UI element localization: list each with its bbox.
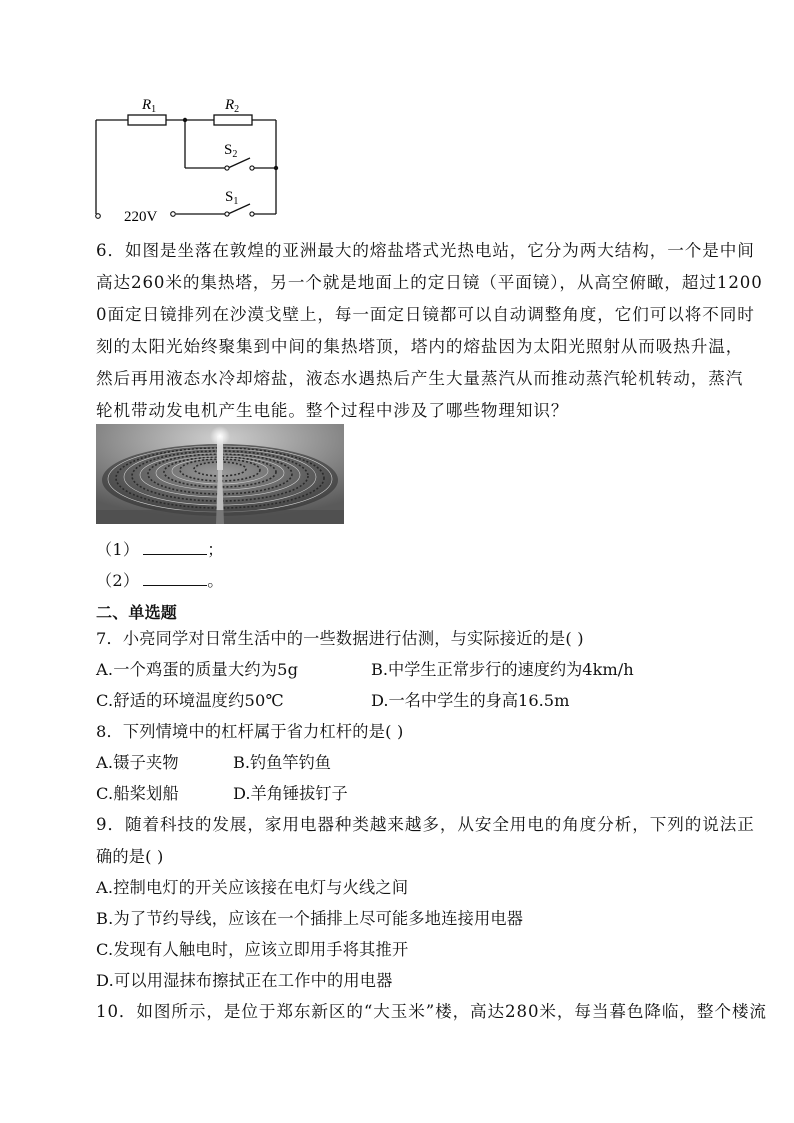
q10-stem: 10．如图所示，是位于郑东新区的“大玉米”楼，高达280米，每当暮色降临，整个楼流 xyxy=(96,1002,767,1021)
q7-option-b[interactable]: B.中学生正常步行的速度约为4km/h xyxy=(371,660,634,679)
q6-line-2: 高达260米的集热塔，另一个就是地面上的定日镜（平面镜），从高空俯瞰，超过1200 xyxy=(96,273,763,292)
r2-sub: 2 xyxy=(234,104,240,115)
q7-option-a[interactable]: A.一个鸡蛋的质量大约为5g xyxy=(96,660,299,679)
q6-blank-2-line[interactable] xyxy=(143,571,207,586)
q9-option-d[interactable]: D.可以用湿抹布擦拭正在工作中的用电器 xyxy=(96,971,393,990)
q6-blank-1-end: ； xyxy=(207,540,224,559)
q6-blank-2 xyxy=(96,567,224,591)
q7-option-c[interactable]: C.舒适的环境温度约50℃ xyxy=(96,691,284,710)
r1-sub: 1 xyxy=(151,104,157,115)
q6-line-5: 然后再用液态水冷却熔盐，液态水遇热后产生大量蒸汽从而推动蒸汽轮机转动，蒸汽 xyxy=(96,369,744,388)
q6-line-3: 0面定日镜排列在沙漠戈壁上，每一面定日镜都可以自动调整角度，它们可以将不同时 xyxy=(96,305,755,324)
r2-label: R xyxy=(225,97,235,113)
q9-option-a[interactable]: A.控制电灯的开关应该接在电灯与火线之间 xyxy=(96,878,409,897)
q8-option-c[interactable]: C.船桨划船 xyxy=(96,784,179,803)
q9-stem-line-1: 9．随着科技的发展，家用电器种类越来越多，从安全用电的角度分析，下列的说法正 xyxy=(96,815,755,834)
section-heading: 二、单选题 xyxy=(96,603,178,622)
terminal-left xyxy=(96,214,101,219)
q6-blank-1 xyxy=(96,536,224,560)
s1-label: S xyxy=(225,189,234,205)
q8-option-d[interactable]: D.羊角锤拔钉子 xyxy=(233,784,348,803)
q6-blank-1-label: （1） xyxy=(96,540,140,559)
switch-s1-lever xyxy=(228,204,250,214)
q7-stem: 7．小亮同学对日常生活中的一些数据进行估测，与实际接近的是( ) xyxy=(96,629,584,648)
resistor-r1 xyxy=(128,115,166,125)
svg-text:R1 xyxy=(141,97,156,115)
q8-option-a[interactable]: A.镊子夹物 xyxy=(96,753,179,772)
svg-text:S1 xyxy=(225,189,238,207)
svg-text:R2 xyxy=(224,97,239,115)
q6-line-1: 6．如图是坐落在敦煌的亚洲最大的熔盐塔式光热电站，它分为两大结构，一个是中间 xyxy=(96,241,755,260)
s1-sub: 1 xyxy=(233,196,239,207)
voltage-label: 220V xyxy=(124,209,158,225)
q7-option-d[interactable]: D.一名中学生的身高16.5m xyxy=(371,691,570,710)
terminal-right xyxy=(171,212,176,217)
switch-s2-lever xyxy=(228,158,250,168)
s2-sub: 2 xyxy=(232,149,238,160)
circuit-diagram xyxy=(90,90,290,230)
q6-line-6: 轮机带动发电机产生电能。整个过程中涉及了哪些物理知识？ xyxy=(96,401,569,420)
r1-label: R xyxy=(142,97,152,113)
q6-line-4: 刻的太阳光始终聚集到中间的集热塔顶，塔内的熔盐因为太阳光照射从而吸热升温， xyxy=(96,337,744,356)
resistor-r2 xyxy=(214,115,252,125)
q6-blank-2-end: 。 xyxy=(207,571,224,590)
svg-text:S2 xyxy=(224,142,237,160)
q9-stem-line-2: 确的是( ) xyxy=(96,847,164,866)
q9-option-b[interactable]: B.为了节约导线，应该在一个插排上尽可能多地连接用电器 xyxy=(96,909,524,928)
q8-option-b[interactable]: B.钓鱼竿钓鱼 xyxy=(233,753,331,772)
q6-blank-1-line[interactable] xyxy=(143,540,207,555)
q8-stem: 8．下列情境中的杠杆属于省力杠杆的是( ) xyxy=(96,722,404,741)
solar-plant-photo xyxy=(96,424,344,524)
q6-blank-2-label: （2） xyxy=(96,571,140,590)
s2-label: S xyxy=(224,142,233,158)
q9-option-c[interactable]: C.发现有人触电时，应该立即用手将其推开 xyxy=(96,940,409,959)
